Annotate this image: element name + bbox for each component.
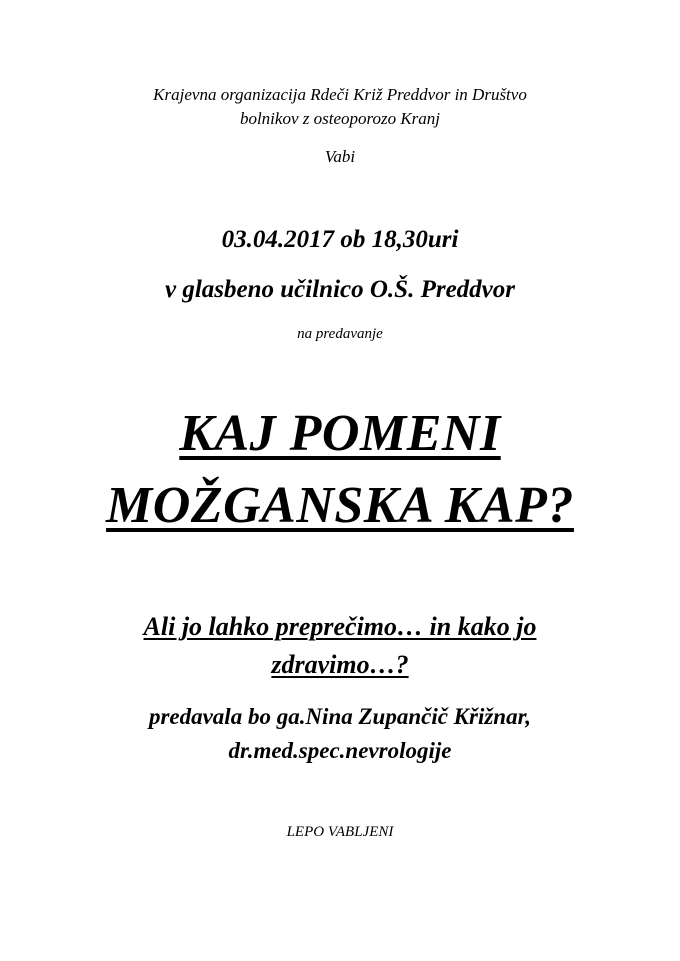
lecture-title-line-1: KAJ POMENI bbox=[179, 405, 501, 462]
lecture-subtitle-line-1: Ali jo lahko preprečimo… in kako jo bbox=[143, 612, 537, 641]
speaker-line-2: dr.med.spec.nevrologije bbox=[228, 738, 452, 763]
lecture-intro: na predavanje bbox=[297, 326, 383, 342]
closing-text: LEPO VABLJENI bbox=[286, 824, 394, 840]
organizers-line-2: bolnikov z osteoporozo Kranj bbox=[239, 109, 441, 128]
event-venue: v glasbeno učilnico O.Š. Preddvor bbox=[165, 276, 515, 303]
organizers-line-1: Krajevna organizacija Rdeči Križ Preddvor in Društvo bbox=[153, 85, 527, 104]
lecture-subtitle-line-2: zdravimo…? bbox=[271, 650, 409, 679]
speaker-line-1: predavala bo ga.Nina Zupančič Křižnar, bbox=[148, 704, 532, 729]
event-datetime: 03.04.2017 ob 18,30uri bbox=[221, 226, 459, 253]
invites-text: Vabi bbox=[324, 147, 356, 166]
lecture-title-line-2: MOŽGANSKA KAP? bbox=[106, 477, 574, 534]
